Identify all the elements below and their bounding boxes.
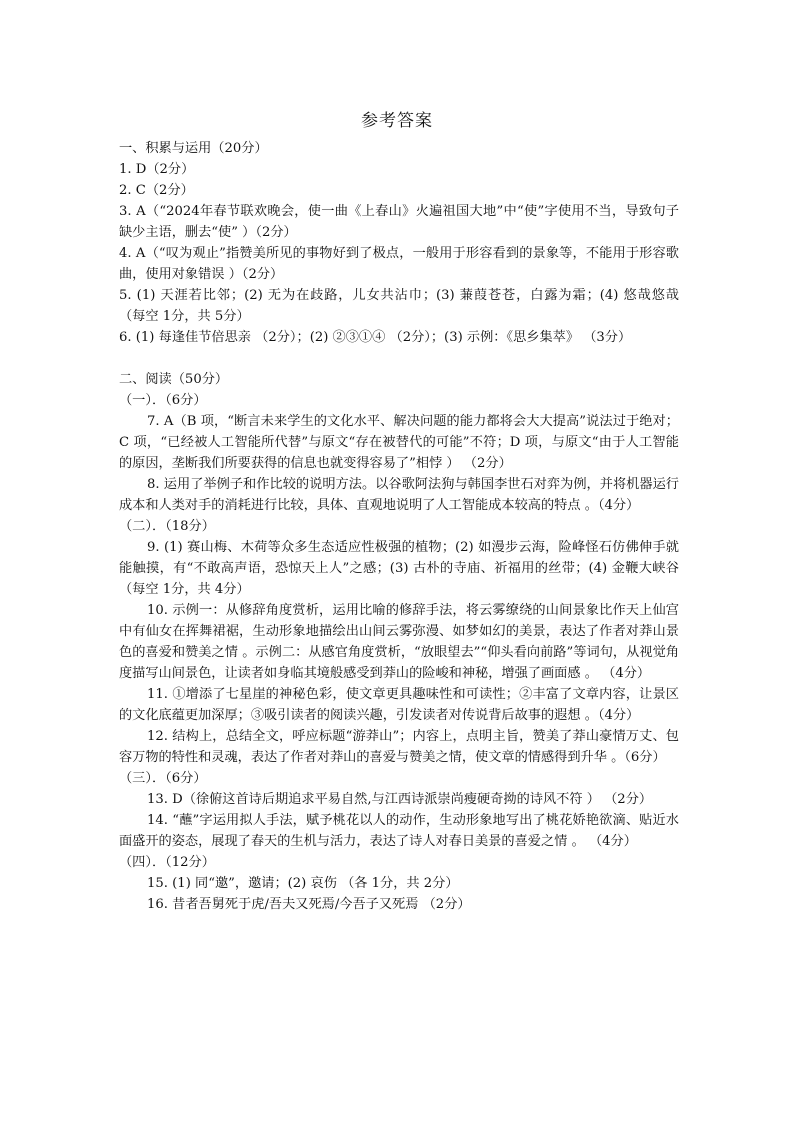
answer-q14: 14. “蘸”字运用拟人手法，赋予桃花以人的动作，生动形象地写出了桃花娇艳欲滴、贴近水面盛开的姿态，展现了春天的生机与活力，表达了诗人对春日美景的喜爱之情 。 （4分） [119,813,679,849]
page-title: 参考答案 [361,111,433,131]
answer-q3: 3. A（“2024年春节联欢晚会，使一曲《上春山》火遍祖国大地”中“使”字使用不当，导致句子缺少主语，删去“使” ）（2分） [119,204,679,240]
section-spacer [119,348,679,369]
answer-q7: 7. A（B 项，“断言未来学生的文化水平、解决问题的能力都将会大大提高”说法过于绝对；C 项，“已经被人工智能所代替”与原文“存在被替代的可能”不符；D 项，与原文“由于人工智能的原因，垄断我们所要获得的信息也就变得容易了”相悖 ） （2分） [119,414,679,471]
answer-q2: 2. C（2分） [119,183,194,198]
answer-q15: 15. (1) 同“邀”，邀请；(2) 哀伤 （各 1分，共 2分） [147,876,459,891]
answer-content [119,138,679,915]
part-heading-3: （三）．（6分） [119,771,207,786]
answer-q1: 1. D（2分） [119,162,195,177]
part-heading-1: （一）．（6分） [119,393,207,408]
answer-q6: 6. (1) 每逢佳节倍思亲 （2分）；(2) ②③①④ （2分）；(3) 示例：《思乡集萃》 （3分） [119,330,632,345]
section-heading-1: 一、积累与运用（20分） [119,141,268,156]
answer-q13: 13. D（徐俯这首诗后期追求平易自然,与江西诗派崇尚瘦硬奇拗的诗风不符 ） （2分） [147,792,653,807]
part-heading-2: （二）．（18分） [119,519,215,534]
answer-q11: 11. ①增添了七星崖的神秘色彩，使文章更具趣味性和可读性；②丰富了文章内容，让景区的文化底蕴更加深厚；③吸引读者的阅读兴趣，引发读者对传说背后故事的遐想 。（4分） [119,687,679,723]
answer-q5: 5. (1) 天涯若比邻；(2) 无为在歧路，儿女共沾巾；(3) 蒹葭苍苍，白露为霜；(4) 悠哉悠哉 （每空 1分，共 5分） [119,288,679,324]
answer-q10: 10. 示例一：从修辞角度赏析，运用比喻的修辞手法，将云雾缭绕的山间景象比作天上仙宫中有仙女在挥舞裙裾，生动形象地描绘出山间云雾弥漫、如梦如幻的美景，表达了作者对莽山景色的喜爱和赞美之情 。示例二：从感官角度赏析，“放眼望去”“仰头看向前路”等词句，从视觉角度描写山间景色，让读者如身临其境般感受到莽山的险峻和神秘，增强了画面感 。 （4分） [119,603,679,681]
answer-q16: 16. 昔者吾舅死于虎/吾夫又死焉/今吾子又死焉 （2分） [147,897,471,912]
part-heading-4: （四）．（12分） [119,855,215,870]
answer-q4: 4. A（“叹为观止”指赞美所见的事物好到了极点，一般用于形容看到的景象等，不能用于形容歌曲，使用对象错误 ）（2分） [119,246,679,282]
answer-q12: 12. 结构上，总结全文，呼应标题“游莽山”；内容上，点明主旨，赞美了莽山豪情万丈、包容万物的特性和灵魂，表达了作者对莽山的喜爱与赞美之情，使文章的情感得到升华 。（6分） [119,729,679,765]
answer-q9: 9. (1) 赛山梅、木荷等众多生态适应性极强的植物；(2) 如漫步云海，险峰怪石仿佛伸手就能触摸，有“不敢高声语，恐惊天上人”之感；(3) 古朴的寺庙、祈福用的丝带；(4) 金鞭大峡谷 （每空 1分，共 4分） [119,540,679,597]
answer-q8: 8. 运用了举例子和作比较的说明方法。以谷歌阿法狗与韩国李世石对弈为例，并将机器运行成本和人类对手的消耗进行比较，具体、直观地说明了人工智能成本较高的特点 。（4分） [119,477,679,513]
section-heading-2: 二、阅读（50分） [119,372,229,387]
